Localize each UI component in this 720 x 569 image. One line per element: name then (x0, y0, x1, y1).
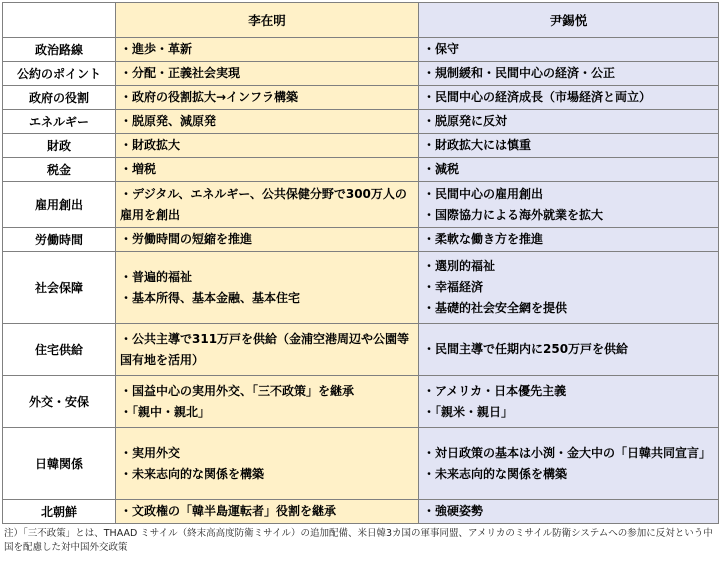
table-row (3, 110, 719, 134)
yoon-policy-item: ・選別的福祉 (423, 259, 496, 273)
lee-policy-item: ・文政権の「韓半島運転者」役割を継承 (120, 504, 337, 518)
yoon-policy-item: ・民間主導で任期内に250万戸を供給 (423, 342, 629, 356)
yoon-policy-cell (419, 62, 719, 86)
yoon-policy-cell (419, 182, 719, 228)
yoon-policy-cell (419, 134, 719, 158)
yoon-policy-cell (419, 38, 719, 62)
lee-policy-item: ・労働時間の短縮を推進 (120, 232, 253, 246)
yoon-policy-item: ・民間中心の雇用創出 (423, 186, 544, 201)
lee-policy-cell (116, 182, 419, 228)
category-cell: 政府の役割 (3, 86, 116, 110)
lee-policy-cell (116, 376, 419, 428)
lee-policy-cell (116, 110, 419, 134)
header-corner-cell (3, 3, 116, 38)
yoon-policy-item: ・未来志向的な関係を構築 (423, 466, 568, 481)
lee-policy-item: ・普遍的福祉 (120, 269, 193, 284)
lee-policy-cell (116, 428, 419, 500)
header-yoon-suk-yeol: 尹錫悦 (419, 3, 719, 38)
yoon-policy-cell (419, 228, 719, 252)
yoon-policy-cell (419, 158, 719, 182)
yoon-policy-cell (419, 324, 719, 376)
lee-policy-item: ・基本所得、基本金融、基本住宅 (120, 290, 301, 305)
lee-policy-cell (116, 86, 419, 110)
yoon-policy-item: ・幸福経済 (423, 280, 484, 294)
table-row (3, 62, 719, 86)
yoon-policy-item: ・財政拡大には慎重 (423, 138, 532, 152)
lee-policy-item: ・未来志向的な関係を構築 (120, 466, 265, 481)
lee-policy-cell (116, 252, 419, 324)
category-cell: 社会保障 (3, 252, 116, 324)
lee-policy-cell (116, 134, 419, 158)
lee-policy-item: ・「親中・親北」 (120, 404, 211, 419)
lee-policy-item: ・増税 (120, 162, 157, 176)
yoon-policy-item: ・対日政策の基本は小渕・金大中の「日韓共同宣言」 (423, 445, 712, 460)
table-row (3, 158, 719, 182)
yoon-policy-item: ・基礎的社会安全網を提供 (423, 301, 568, 315)
category-cell: 外交・安保 (3, 376, 116, 428)
yoon-policy-item: ・強硬姿勢 (423, 504, 484, 518)
lee-policy-item: ・財政拡大 (120, 138, 181, 152)
category-cell: 日韓関係 (3, 428, 116, 500)
yoon-policy-item: ・民間中心の経済成長（市場経済と両立） (423, 90, 652, 104)
category-cell: 公約のポイント (3, 62, 116, 86)
yoon-policy-cell (419, 500, 719, 524)
category-cell: 住宅供給 (3, 324, 116, 376)
lee-policy-cell (116, 62, 419, 86)
yoon-policy-cell (419, 110, 719, 134)
yoon-policy-cell (419, 376, 719, 428)
footnote: 注）「三不政策」とは、THAAD ミサイル（終末高高度防衛ミサイル）の追加配備、米日韓3カ国の軍事同盟、アメリカのミサイル防衛システムへの参加に反対という中国を配慮した対中国外交政策 (4, 528, 713, 553)
category-cell: 政治路線 (3, 38, 116, 62)
lee-policy-item: ・国益中心の実用外交、「三不政策」を継承 (120, 383, 355, 398)
table-row (3, 228, 719, 252)
lee-policy-cell (116, 500, 419, 524)
category-cell: エネルギー (3, 110, 116, 134)
table-row (3, 428, 719, 500)
yoon-policy-cell (419, 252, 719, 324)
lee-policy-cell (116, 324, 419, 376)
lee-policy-cell (116, 228, 419, 252)
table-row (3, 134, 719, 158)
table-row (3, 324, 719, 376)
yoon-policy-item: ・脱原発に反対 (423, 114, 508, 128)
yoon-policy-item: ・規制緩和・民間中心の経済・公正 (423, 66, 616, 80)
yoon-policy-item: ・アメリカ・日本優先主義 (423, 383, 567, 398)
lee-policy-item: ・実用外交 (120, 445, 181, 460)
header-row (3, 3, 719, 38)
yoon-policy-item: ・保守 (423, 42, 460, 56)
category-cell: 北朝鮮 (3, 500, 116, 524)
lee-policy-item: ・公共主導で311万戸を供給（金浦空港周辺や公園等国有地を活用） (120, 331, 410, 367)
yoon-policy-item: ・国際協力による海外就業を拡大 (423, 207, 604, 222)
lee-policy-item: ・進歩・革新 (120, 42, 193, 56)
yoon-policy-cell (419, 86, 719, 110)
yoon-policy-item: ・減税 (423, 162, 460, 176)
yoon-policy-cell (419, 428, 719, 500)
table-row (3, 38, 719, 62)
comparison-table (2, 2, 719, 524)
category-cell: 財政 (3, 134, 116, 158)
lee-policy-item: ・分配・正義社会実現 (120, 66, 241, 80)
table-row (3, 500, 719, 524)
yoon-policy-item: ・柔軟な働き方を推進 (423, 232, 544, 246)
header-lee-jae-myung: 李在明 (116, 3, 419, 38)
category-cell: 税金 (3, 158, 116, 182)
lee-policy-cell (116, 38, 419, 62)
lee-policy-item: ・脱原発、減原発 (120, 114, 217, 128)
category-cell: 労働時間 (3, 228, 116, 252)
table-row (3, 182, 719, 228)
category-cell: 雇用創出 (3, 182, 116, 228)
lee-policy-cell (116, 158, 419, 182)
table-body (3, 38, 719, 524)
lee-policy-item: ・政府の役割拡大→インフラ構築 (120, 90, 299, 104)
yoon-policy-item: ・「親米・親日」 (423, 404, 514, 419)
table-row (3, 252, 719, 324)
lee-policy-item: ・デジタル、エネルギー、公共保健分野で300万人の雇用を創出 (120, 186, 407, 222)
table-row (3, 86, 719, 110)
table-row (3, 376, 719, 428)
